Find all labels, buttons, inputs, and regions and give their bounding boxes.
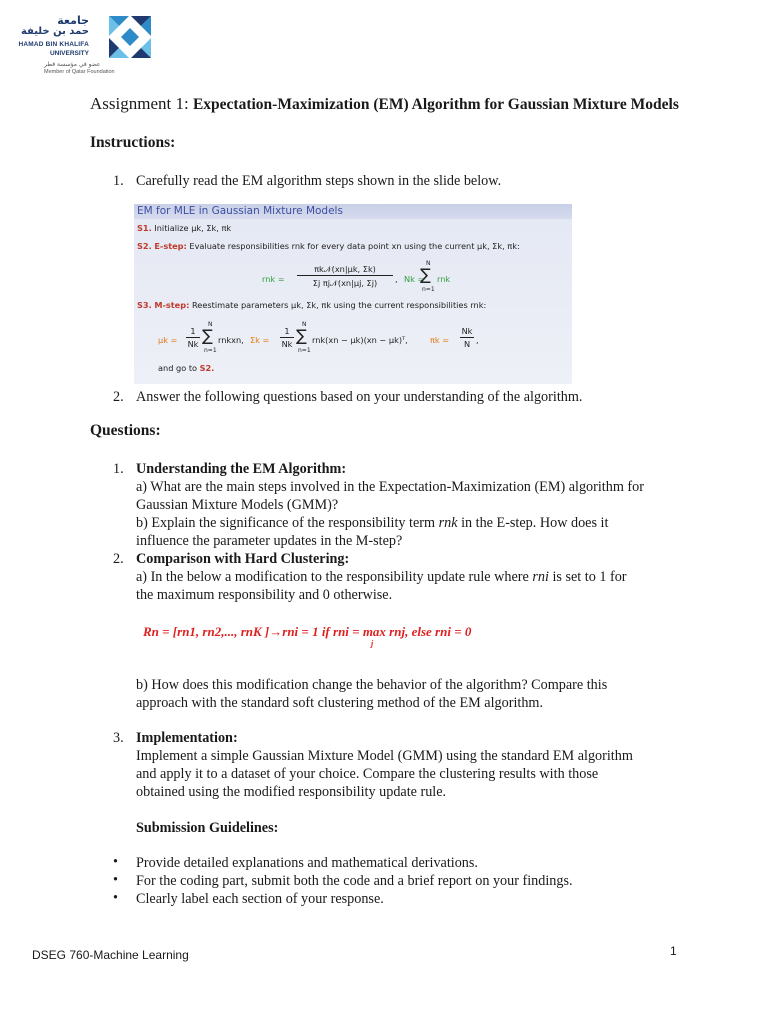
submission-item-1: Provide detailed explanations and mathematical derivations. — [136, 855, 478, 871]
bullet-dot-3: • — [113, 890, 118, 906]
question-number-1: 1. — [113, 461, 124, 477]
slide-estep-fraction-bar — [297, 275, 393, 276]
footer-course: DSEG 760-Machine Learning — [32, 948, 189, 962]
slide-sigma-nk: Nk — [281, 339, 293, 349]
slide-nk-sum-icon: ∑ — [420, 265, 431, 284]
slide-mu-fraction-bar — [186, 337, 200, 338]
slide-s1-label: S1. — [137, 223, 152, 233]
slide-pi-den: N — [463, 339, 471, 349]
q1-b-line1 — [136, 514, 696, 532]
slide-mu-nk: Nk — [187, 339, 199, 349]
question-number-2: 2. — [113, 551, 124, 567]
q3-title: Implementation: — [136, 730, 238, 746]
slide-sigma-sum-bottom: n=1 — [298, 347, 311, 354]
slide-nk-sum-bottom: n=1 — [422, 286, 435, 293]
slide-goto-label: S2. — [199, 363, 215, 373]
assignment-title — [90, 94, 679, 114]
q2-a-var: rni — [532, 569, 549, 585]
question-number-3: 3. — [113, 730, 124, 746]
logo-english-line2: UNIVERSITY — [49, 50, 89, 57]
q1-b-var: rnk — [438, 515, 458, 531]
question-3 — [136, 729, 696, 801]
slide-pi-num: Nk — [461, 326, 473, 336]
q2-a-post: is set to 1 for — [548, 569, 627, 585]
q1-a-line1: a) What are the main steps involved in the Expectation-Maximization (EM) algorithm for — [136, 479, 644, 495]
slide-heading: EM for MLE in Gaussian Mixture Models — [134, 204, 572, 219]
q1-b-line2: influence the parameter updates in the M-step? — [136, 533, 403, 549]
q2-b-line1: b) How does this modification change the behavior of the algorithm? Compare this — [136, 677, 608, 693]
slide-s3 — [137, 300, 486, 310]
slide-mu-sum-top: N — [208, 321, 213, 328]
instructions-heading: Instructions: — [90, 134, 176, 151]
slide-pi-lhs: πk = — [430, 335, 450, 345]
submission-item-2: For the coding part, submit both the code and a brief report on your findings. — [136, 873, 573, 889]
q1-title: Understanding the EM Algorithm: — [136, 461, 347, 477]
submission-heading: Submission Guidelines: — [136, 820, 279, 836]
slide-sigma-term: rnk(xn − μk)(xn − μk)ᵀ, — [312, 335, 408, 345]
q1-b-post: in the E-step. How does it — [457, 515, 609, 531]
slide-sigma-sum-top: N — [302, 321, 307, 328]
slide-s2 — [137, 241, 520, 251]
q2-a-pre: a) In the below a modification to the responsibility update rule where — [136, 569, 533, 585]
q3-line2: and apply it to a dataset of your choice. Compare the clustering results with those — [136, 766, 599, 782]
q2-part-b — [136, 676, 696, 712]
instruction-number-1: 1. — [113, 173, 124, 189]
question-2 — [136, 550, 696, 604]
bullet-dot-1: • — [113, 854, 118, 870]
instruction-number-2: 2. — [113, 389, 124, 405]
questions-heading: Questions: — [90, 422, 161, 439]
q1-a-line2: Gaussian Mixture Models (GMM)? — [136, 497, 339, 513]
title-prefix: Assignment 1: — [90, 94, 189, 113]
slide-sigma-lhs: Σk = — [250, 335, 270, 345]
slide-nk-lhs: Nk = — [404, 274, 425, 284]
slide-s1 — [137, 223, 231, 233]
q2-b-line2: approach with the standard soft clustering method of the EM algorithm. — [136, 695, 544, 711]
slide-mu-one: 1 — [190, 326, 196, 336]
slide-s3-label: S3. — [137, 300, 152, 310]
q2-a-line1 — [136, 568, 696, 586]
slide-mu-term: rnkxn, — [218, 335, 244, 345]
slide-estep-comma: , — [395, 274, 398, 284]
slide-s2-text: Evaluate responsibilities rnk for every data point xn using the current μk, Σk, πk: — [189, 241, 520, 251]
title-main: Expectation-Maximization (EM) Algorithm for Gaussian Mixture Models — [192, 96, 679, 113]
question-1 — [136, 460, 696, 550]
slide-s3-text: Reestimate parameters μk, Σk, πk using the current responsibilities rnk: — [191, 300, 487, 310]
slide-rnk-lhs: rnk = — [262, 274, 285, 284]
slide-s2-name: E-step: — [154, 241, 187, 251]
logo-emblem-icon — [109, 16, 151, 58]
slide-estep-denominator: Σj πj𝒩(xn|μj, Σj) — [312, 278, 378, 288]
university-logo — [18, 14, 137, 76]
slide-s2-label: S2. — [137, 241, 152, 251]
slide-mu-sum-bottom: n=1 — [204, 347, 217, 354]
logo-arabic-line2: حمد بن خليفة — [20, 26, 89, 37]
logo-english-line1: HAMAD BIN KHALIFA — [18, 41, 89, 48]
q3-line3: obtained using the modified responsibility update rule. — [136, 784, 447, 800]
page-number: 1 — [670, 944, 677, 958]
slide-mu-sum-icon: ∑ — [202, 326, 213, 345]
slide-mu-lhs: μk = — [158, 335, 178, 345]
instruction-item-2: Answer the following questions based on your understanding of the algorithm. — [136, 389, 583, 405]
slide-sigma-sum-icon: ∑ — [296, 326, 307, 345]
logo-member-arabic: عضو في مؤسسة قطر — [44, 61, 101, 68]
slide-sigma-one: 1 — [284, 326, 290, 336]
slide-nk-sum-term: rnk — [437, 274, 451, 284]
formula-max-subscript: j — [371, 639, 374, 648]
slide-pi-end: , — [476, 335, 479, 345]
slide-s3-name: M-step: — [154, 300, 190, 310]
bullet-dot-2: • — [113, 872, 118, 888]
slide-goto-text: and go to — [158, 363, 198, 373]
submission-item-3: Clearly label each section of your response. — [136, 891, 384, 907]
logo-member-english: Member of Qatar Foundation — [44, 69, 115, 75]
slide-sigma-fraction-bar — [280, 337, 294, 338]
logo-arabic-line1: جامعة — [57, 14, 89, 27]
em-algorithm-slide — [134, 204, 572, 384]
slide-pi-fraction-bar — [460, 337, 474, 338]
slide-nk-sum-top: N — [426, 260, 431, 267]
instruction-item-1: Carefully read the EM algorithm steps shown in the slide below. — [136, 173, 502, 189]
q2-a-line2: the maximum responsibility and 0 otherwise. — [136, 587, 393, 603]
q1-b-pre: b) Explain the significance of the responsibility term — [136, 515, 439, 531]
slide-s1-text: Initialize μk, Σk, πk — [154, 223, 232, 233]
slide-goto — [158, 363, 214, 373]
q3-line1: Implement a simple Gaussian Mixture Model (GMM) using the standard EM algorithm — [136, 748, 633, 764]
hard-assignment-formula: Rn = [rn1, rn2,..., rnK ]→rni = 1 if rni = max rnj, else rni = 0 — [143, 624, 472, 639]
slide-estep-numerator: πk𝒩(xn|μk, Σk) — [314, 264, 376, 274]
q2-title: Comparison with Hard Clustering: — [136, 551, 350, 567]
